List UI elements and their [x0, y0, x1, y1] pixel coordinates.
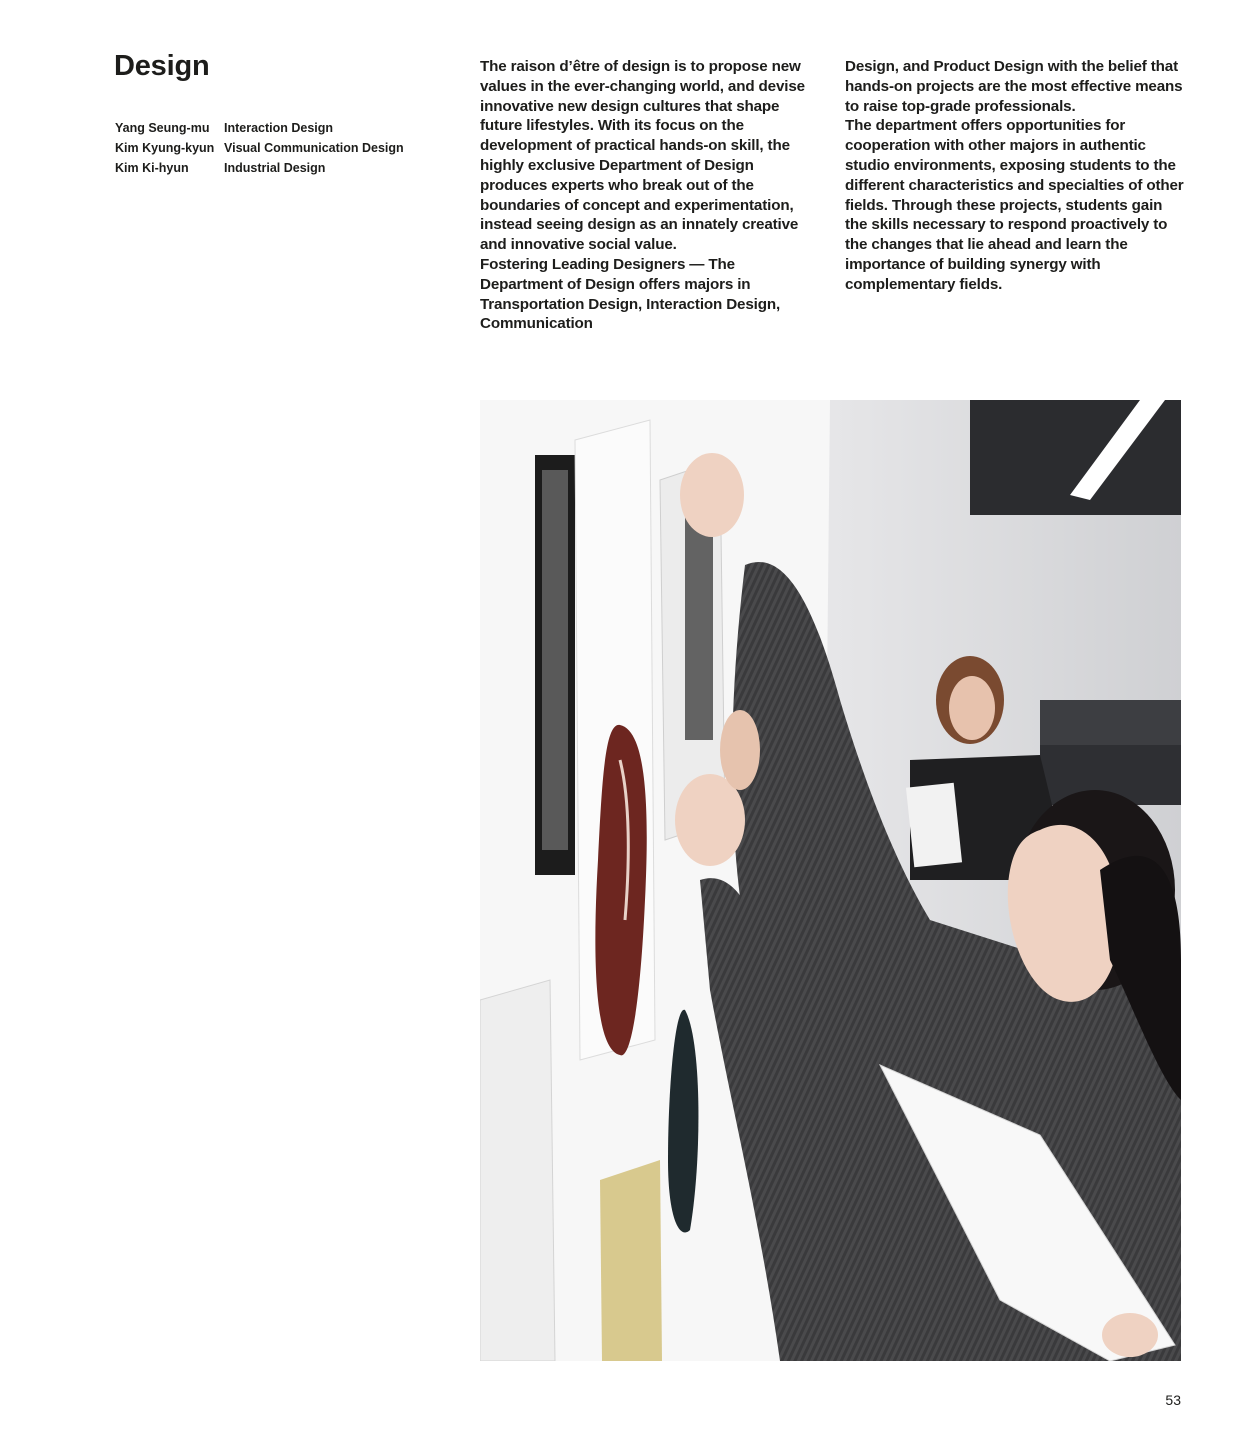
body-column-1 [480, 57, 820, 334]
faculty-row [115, 161, 404, 181]
faculty-row [115, 121, 404, 141]
continued-paragraph: Design, and Product Design with the belief that hands-on projects are the most effective means to raise top-grade professionals. [845, 58, 1183, 115]
faculty-field: Industrial Design [224, 161, 326, 175]
page-title: Design [114, 50, 210, 82]
faculty-row [115, 141, 404, 161]
intro-paragraph: The raison d’être of design is to propose new values in the ever-changing world, and devise innovative new design cultures that shape future lifestyles. With its focus on the development of practical hands-on skill, the highly exclusive Department of Design produces experts who break out of the boundaries of concept and experimentation, instead seeing design as an innately creative and innovative social value. [480, 58, 805, 254]
student-hand-upper [680, 453, 744, 537]
page-number: 53 [1165, 1392, 1181, 1408]
studio-illustration [480, 400, 1181, 1361]
faculty-field: Visual Communication Design [224, 141, 404, 155]
faculty-field: Interaction Design [224, 121, 334, 135]
faculty-name: Yang Seung-mu [115, 121, 210, 135]
faculty-name: Kim Kyung-kyun [115, 141, 215, 155]
studio-photo [480, 400, 1181, 1361]
fostering-paragraph: Fostering Leading Designers — The Department of Design offers majors in Transportation Design, Interaction Design, Communication [480, 255, 781, 333]
faculty-list [115, 121, 404, 181]
cooperation-paragraph: The department offers opportunities for cooperation with other majors in authentic studio environments, exposing students to the different characteristics and specialties of other fields. Through these projects, students gain the skills necessary to respond proactively to the changes that lie ahead and learn the importance of building synergy with complementary fields. [845, 117, 1184, 293]
body-column-2 [845, 57, 1185, 295]
faculty-name: Kim Ki-hyun [115, 161, 189, 175]
pinned-yellow-sheet [600, 1160, 662, 1361]
